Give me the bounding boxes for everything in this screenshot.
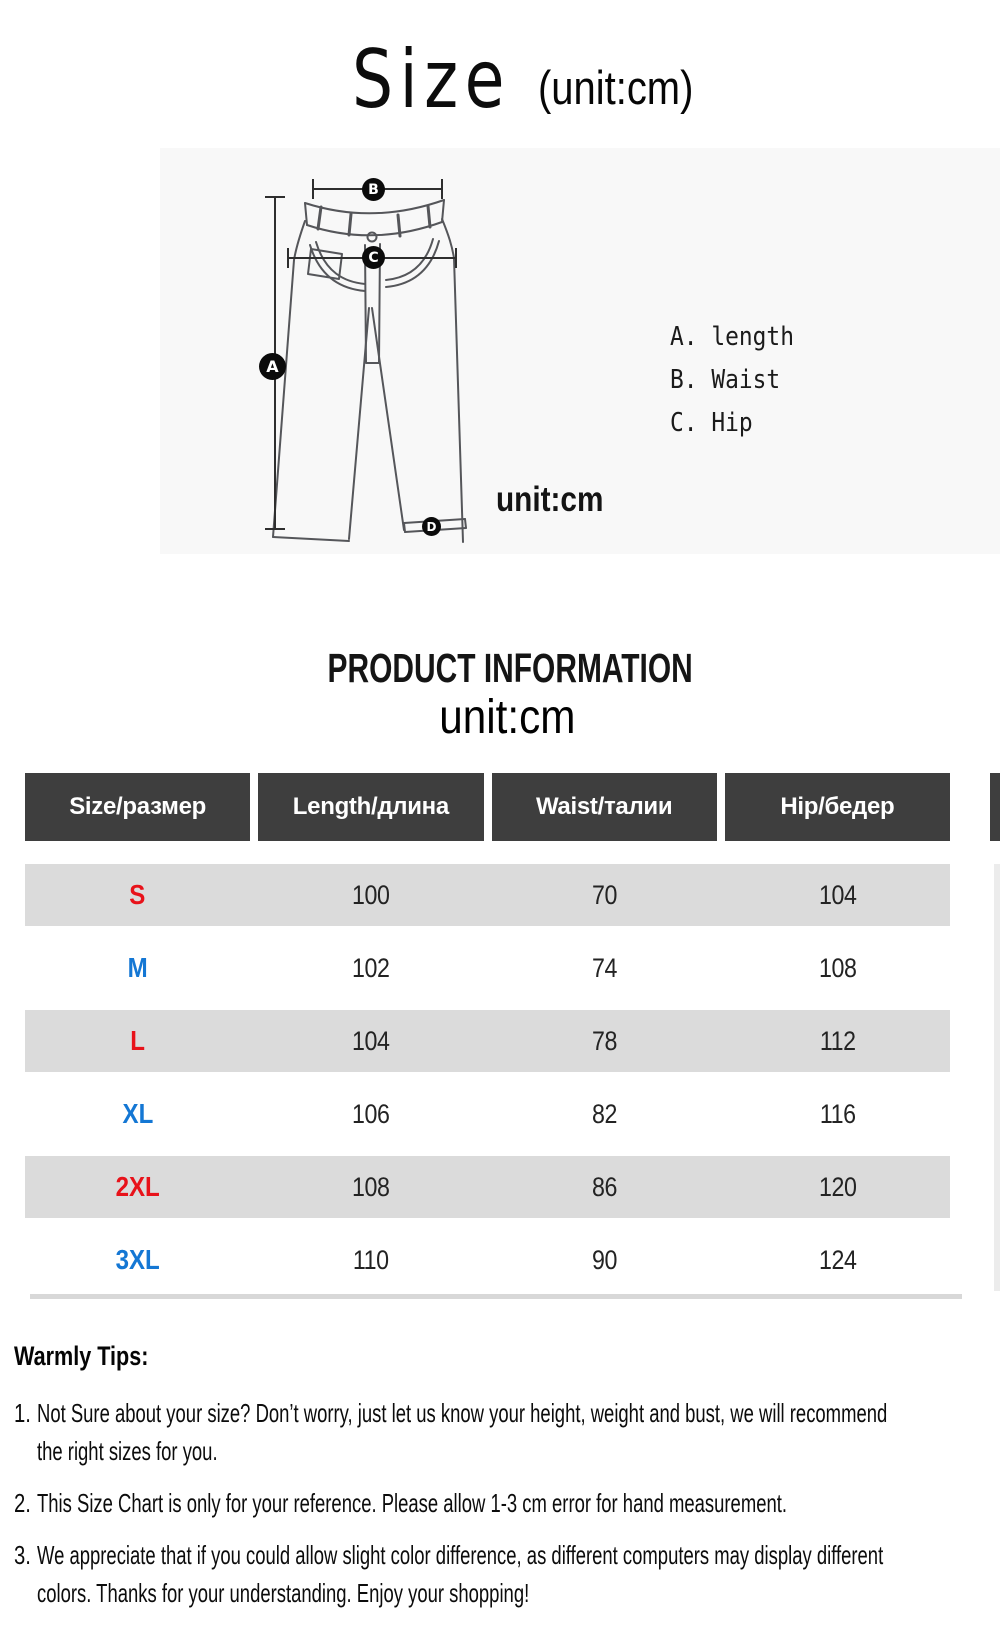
cell-size: S: [129, 879, 146, 910]
page-title: Size: [352, 33, 511, 126]
cell-waist: 78: [591, 1025, 617, 1056]
tip-number: 2.: [14, 1487, 31, 1518]
measurement-diagram-panel: [160, 148, 1000, 554]
table-row: [25, 1229, 950, 1291]
table-row: [25, 1010, 950, 1072]
product-info-heading-wrap: [0, 645, 1000, 691]
cell-size: 3XL: [115, 1244, 160, 1275]
legend-waist: B. Waist: [670, 365, 781, 395]
cell-size: XL: [122, 1098, 154, 1129]
cell-size: L: [130, 1025, 145, 1056]
tip-number: 3.: [14, 1539, 31, 1570]
tip-line: colors. Thanks for your understanding. Enjoy your shopping!: [37, 1577, 530, 1608]
warmly-tips-section: [14, 1340, 994, 1626]
cell-hip: 112: [819, 1025, 856, 1056]
cell-hip: 108: [818, 952, 857, 983]
cell-length: 104: [352, 1025, 390, 1056]
tips-list: [14, 1394, 994, 1612]
marker-d-hem: D: [422, 517, 441, 536]
cell-hip: 104: [818, 879, 857, 910]
tip-number: 1.: [14, 1397, 31, 1428]
tip-item: [14, 1484, 994, 1522]
column-header-length: Length/длина: [258, 773, 483, 841]
tip-line: the right sizes for you.: [37, 1435, 218, 1466]
cell-waist: 70: [591, 879, 617, 910]
cell-length: 110: [353, 1244, 389, 1275]
column-header-waist: Waist/талии: [492, 773, 717, 841]
cell-hip: 116: [819, 1098, 856, 1129]
product-info-heading: PRODUCT INFORMATION: [327, 645, 693, 691]
marker-c-hip: C: [362, 246, 385, 269]
tip-line: This Size Chart is only for your reference. Please allow 1-3 cm error for hand measurement.: [37, 1487, 787, 1518]
size-table-header: [25, 773, 950, 841]
tip-line: We appreciate that if you could allow slight color difference, as different computers may display different: [37, 1539, 884, 1570]
cell-hip: 120: [818, 1171, 857, 1202]
cell-size: 2XL: [115, 1171, 160, 1202]
table-unit-label: unit:cm: [438, 691, 576, 744]
column-header-hip: Hip/бедер: [725, 773, 950, 841]
title-unit-note: (unit:cm): [538, 61, 694, 114]
measurement-legend: [670, 316, 811, 445]
marker-a-length: A: [259, 353, 286, 380]
table-row: [25, 864, 950, 926]
tip-lines: [37, 1394, 994, 1470]
cell-waist: 86: [591, 1171, 617, 1202]
tip-item: [14, 1536, 994, 1612]
cell-length: 100: [352, 879, 390, 910]
diagram-unit-label: unit:cm: [496, 480, 604, 519]
table-row: [25, 937, 950, 999]
table-row: [25, 1156, 950, 1218]
table-row: [25, 1083, 950, 1145]
cell-length: 108: [352, 1171, 390, 1202]
cell-hip: 124: [818, 1244, 857, 1275]
section-divider: [30, 1294, 962, 1299]
legend-hip: C. Hip: [670, 408, 753, 438]
tip-lines: [37, 1536, 994, 1612]
legend-length: A. length: [670, 322, 794, 352]
cell-waist: 82: [591, 1098, 617, 1129]
cell-waist: 90: [591, 1244, 617, 1275]
cell-size: M: [127, 952, 148, 983]
tip-item: [14, 1394, 994, 1470]
tips-heading: Warmly Tips:: [14, 1341, 149, 1371]
table-unit-label-wrap: [0, 691, 1000, 744]
cell-length: 102: [352, 952, 390, 983]
cutoff-column-strip: [994, 864, 1000, 1291]
cutoff-column-header-sliver: [990, 773, 1000, 841]
marker-b-waist: B: [362, 178, 385, 201]
size-table-body: [25, 864, 950, 1302]
cell-length: 106: [352, 1098, 390, 1129]
tip-line: Not Sure about your size? Don’t worry, just let us know your height, weight and bust, we will recommend: [37, 1397, 888, 1428]
column-header-size: Size/размер: [25, 773, 250, 841]
tip-lines: [37, 1484, 994, 1522]
cell-waist: 74: [591, 952, 617, 983]
